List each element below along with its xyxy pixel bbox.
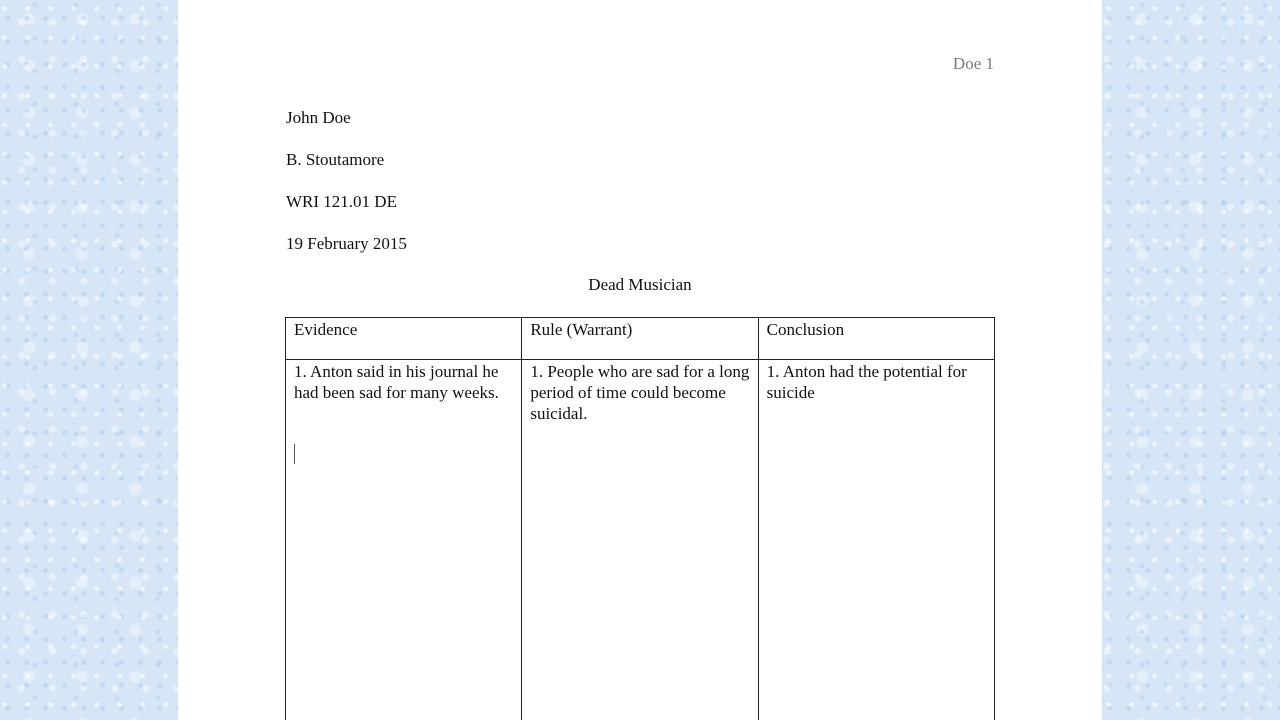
column-header-conclusion[interactable]: Conclusion <box>758 318 994 360</box>
argument-table <box>285 317 995 720</box>
table-header-row <box>286 318 995 360</box>
table-cell-conclusion[interactable] <box>758 360 994 720</box>
column-header-rule[interactable]: Rule (Warrant) <box>522 318 758 360</box>
conclusion-text: 1. Anton had the potential for suicide <box>766 362 967 402</box>
page-header-number: Doe 1 <box>952 54 994 73</box>
instructor-name: B. Stoutamore <box>286 150 385 169</box>
column-header-evidence[interactable]: Evidence <box>286 318 522 360</box>
document-title: Dead Musician <box>588 275 692 294</box>
rule-text: 1. People who are sad for a long period of time could become suicidal. <box>530 362 750 423</box>
table-row <box>286 360 995 720</box>
document-page[interactable] <box>178 0 1102 720</box>
course-code: WRI 121.01 DE <box>286 192 397 211</box>
evidence-text: 1. Anton said in his journal he had been sad for many weeks. <box>294 362 499 402</box>
table-cell-rule[interactable] <box>522 360 758 720</box>
table-cell-evidence[interactable] <box>286 360 522 720</box>
student-name: John Doe <box>286 108 351 127</box>
document-date: 19 February 2015 <box>286 234 407 253</box>
text-cursor <box>294 444 295 464</box>
